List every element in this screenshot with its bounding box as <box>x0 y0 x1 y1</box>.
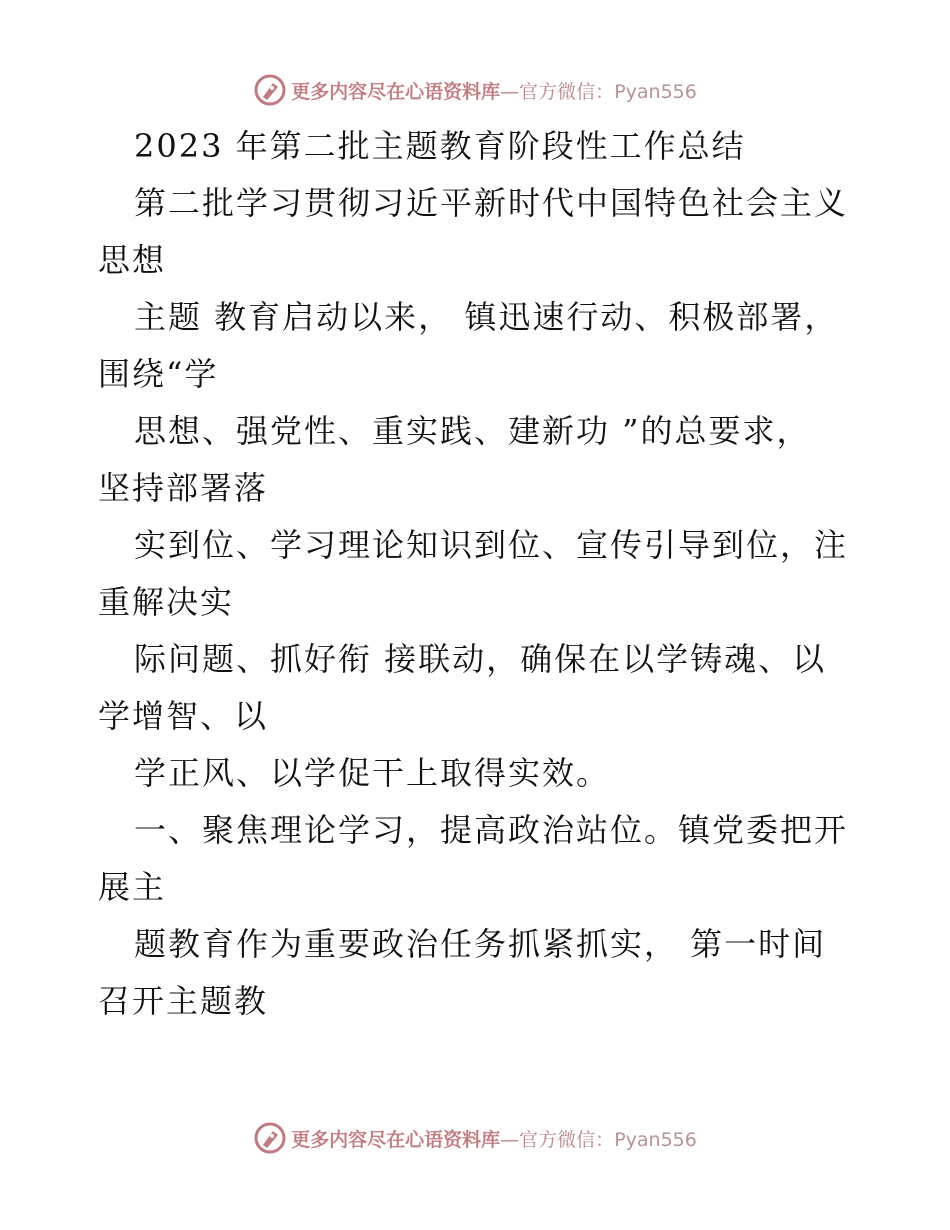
pen-nib-logo-icon <box>253 73 287 107</box>
document-line: 思想、强党性、重实践、建新功 ”的总要求， <box>134 412 811 450</box>
document-line: 坚持部署落 <box>98 469 269 507</box>
document-line: 思想 <box>98 241 167 279</box>
document-line: 重解决实 <box>98 583 235 621</box>
watermark-site-text: 更多内容尽在心语资料库 <box>291 80 501 103</box>
document-line: 召开主题教 <box>98 982 269 1020</box>
watermark-wechat-label: 官方微信： <box>519 80 615 103</box>
watermark-separator: — <box>500 1128 520 1151</box>
watermark-banner-bottom <box>0 1118 950 1158</box>
watermark-separator: — <box>500 80 520 103</box>
watermark-text <box>291 77 697 104</box>
document-line: 2023 年第二批主题教育阶段性工作总结 <box>134 127 746 165</box>
document-line: 实到位、学习理论知识到位、宣传引导到位，注 <box>134 526 849 564</box>
document-line: 围绕“学 <box>98 355 219 393</box>
watermark-wechat-id: Pyan556 <box>614 1128 697 1151</box>
watermark-wechat-label: 官方微信： <box>519 1128 615 1151</box>
document-line: 学增智、以 <box>98 697 269 735</box>
document-body <box>98 118 858 1030</box>
pen-nib-logo-icon <box>253 1121 287 1155</box>
document-line: 主题 教育启动以来， 镇迅速行动、积极部署， <box>134 298 839 336</box>
document-line: 题教育作为重要政治任务抓紧抓实， 第一时间 <box>134 925 827 963</box>
document-line: 展主 <box>98 868 167 906</box>
document-line: 一、聚焦理论学习，提高政治站位。镇党委把开 <box>134 811 849 849</box>
document-line: 际问题、抓好衔 接联动，确保在以学铸魂、以 <box>134 640 827 678</box>
watermark-banner-top <box>0 70 950 110</box>
watermark-wechat-id: Pyan556 <box>614 80 697 103</box>
watermark-site-text: 更多内容尽在心语资料库 <box>291 1128 501 1151</box>
document-line: 学正风、以学促干上取得实效。 <box>134 754 611 792</box>
watermark-text <box>291 1125 697 1152</box>
document-line: 第二批学习贯彻习近平新时代中国特色社会主义 <box>134 184 849 222</box>
